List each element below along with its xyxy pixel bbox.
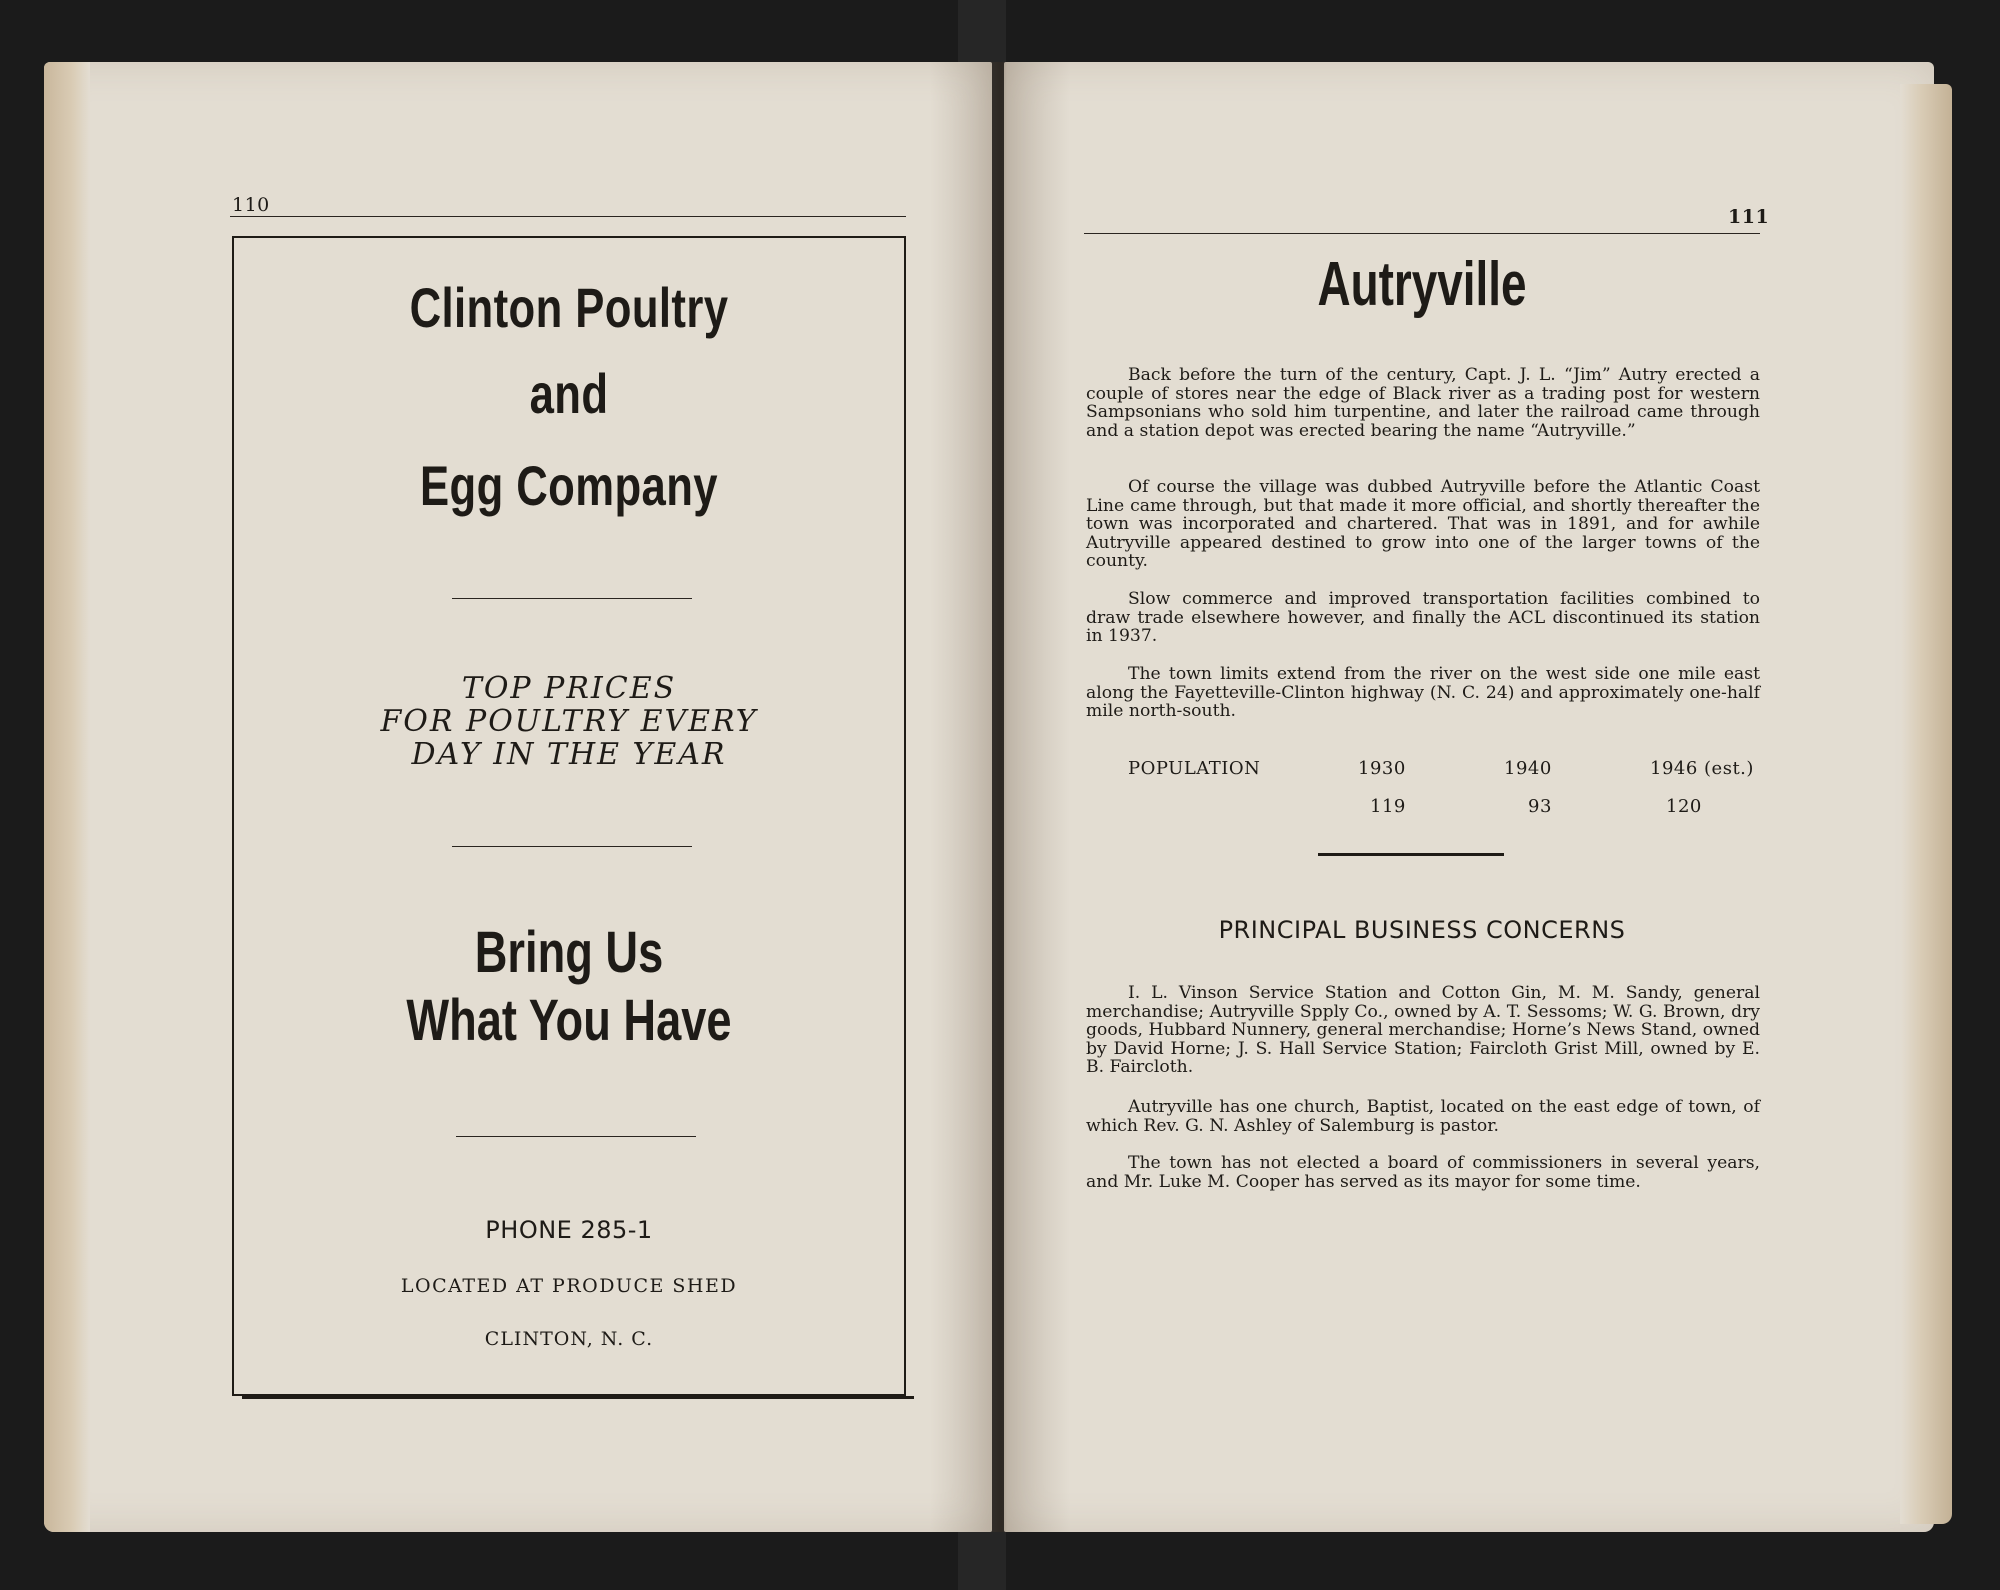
ad-tagline-line-3: DAY IN THE YEAR: [411, 737, 727, 772]
article-paragraph-2: Of course the village was dubbed Autryville before the Atlantic Coast Line came through, but that made it more official, and shortly thereafter the town was incorporated and chartered. That was in 1891, and for awhile Autryville appeared destined to grow into one of the larger towns of the county.: [1086, 477, 1760, 572]
article-paragraph-4: The town limits extend from the river on the west side one mile east along the Fayetteville-Clinton highway (N. C. 24) and approximately one-half mile north-south.: [1086, 664, 1760, 722]
section-divider: [1318, 853, 1504, 856]
ad-divider-2: [452, 846, 692, 847]
population-label: POPULATION: [1128, 758, 1261, 779]
ad-title-line-1: Clinton Poultry: [409, 276, 729, 339]
ad-divider-1: [452, 598, 692, 599]
ad-divider-3: [456, 1136, 696, 1137]
population-value-1930: 119: [1370, 796, 1406, 817]
right-page-edges: [1900, 84, 1952, 1524]
right-page-number: 111: [1728, 206, 1770, 228]
ad-title-line-3: Egg Company: [420, 454, 718, 517]
ad-phone: PHONE 285-1: [485, 1216, 653, 1244]
ad-city: CLINTON, N. C.: [484, 1328, 654, 1350]
left-page-number: 110: [232, 194, 270, 216]
article-title: Autryville: [1317, 250, 1527, 319]
ad-tagline-line-2: FOR POULTRY EVERY: [380, 704, 758, 739]
ad-title-line-2: and: [529, 362, 609, 425]
business-paragraph-2: Autryville has one church, Baptist, located on the east edge of town, of which Rev. G. N. Ashley of Salemburg is pastor.: [1086, 1097, 1760, 1136]
left-page-edges: [44, 62, 90, 1532]
population-value-1940: 93: [1528, 796, 1552, 817]
right-header-rule: [1084, 233, 1760, 234]
population-year-1946: 1946 (est.): [1650, 758, 1754, 779]
population-year-1940: 1940: [1504, 758, 1552, 779]
ad-location: LOCATED AT PRODUCE SHED: [400, 1275, 738, 1297]
business-section-heading: PRINCIPAL BUSINESS CONCERNS: [1218, 916, 1626, 944]
ad-slogan-line-1: Bring Us: [474, 920, 664, 985]
article-paragraph-1: Back before the turn of the century, Capt. J. L. “Jim” Autry erected a couple of stores near the edge of Black river as a trading post for western Sampsonians who sold him turpentine, and later the railroad came through and a station depot was erected bearing the name “Autryville.”: [1086, 365, 1760, 441]
ad-tagline-line-1: TOP PRICES: [461, 671, 677, 706]
left-header-rule: [230, 216, 906, 217]
business-paragraph-3: The town has not elected a board of commissioners in several years, and Mr. Luke M. Cooper has served as its mayor for some time.: [1086, 1153, 1760, 1192]
article-paragraph-3: Slow commerce and improved transportation facilities combined to draw trade elsewhere however, and finally the ACL discontinued its station in 1937.: [1086, 589, 1760, 647]
population-year-1930: 1930: [1358, 758, 1406, 779]
gutter-shadow: [930, 62, 1070, 1532]
population-value-1946: 120: [1666, 796, 1702, 817]
business-paragraph-1: I. L. Vinson Service Station and Cotton Gin, M. M. Sandy, general merchandise; Autryville Spply Co., owned by A. T. Sessoms; W. G. Brown, dry goods, Hubbard Nunnery, general merchandise; Horne’s News Stand, owned by David Horne; J. S. Hall Service Station; Faircloth Grist Mill, owned by E. B. Faircloth.: [1086, 983, 1760, 1078]
advertisement-border-shadow: [242, 1388, 914, 1399]
ad-slogan-line-2: What You Have: [406, 988, 732, 1053]
